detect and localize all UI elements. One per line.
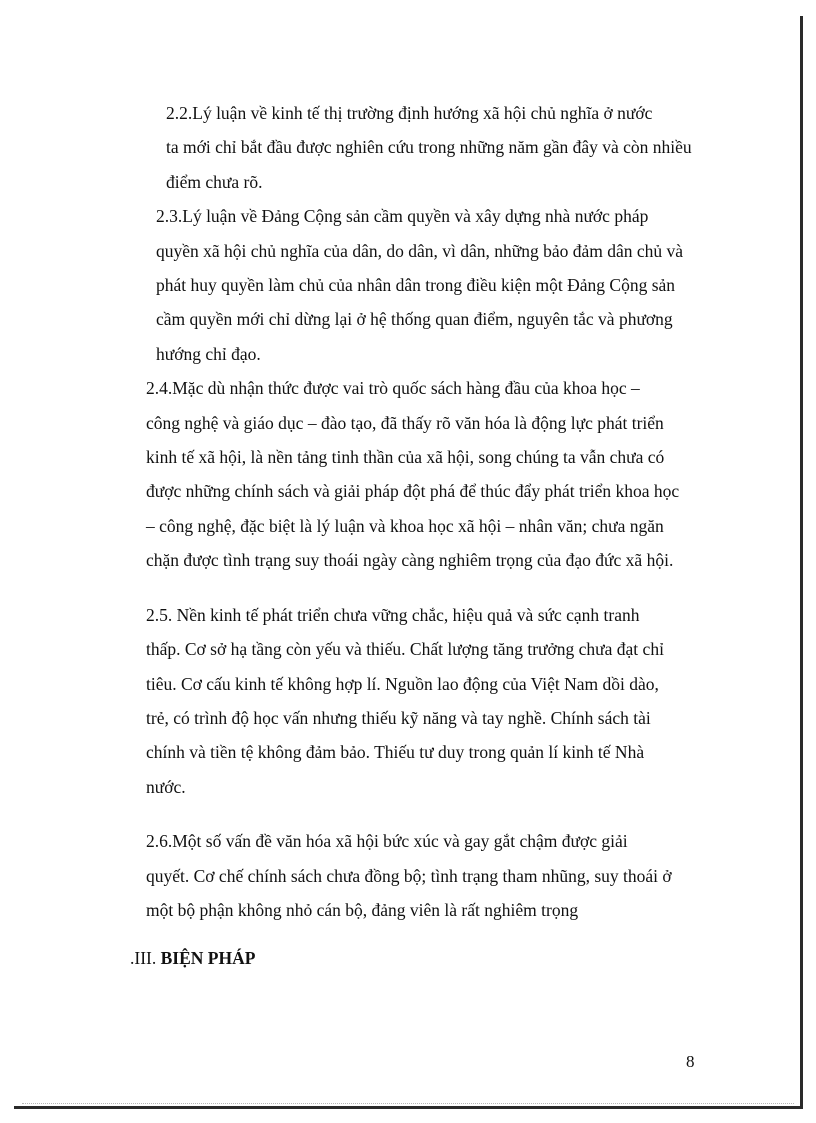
text-line: 2.4.Mặc dù nhận thức được vai trò quốc sách hàng đầu của khoa học – (146, 378, 640, 399)
text-line: thấp. Cơ sở hạ tầng còn yếu và thiếu. Chất lượng tăng trưởng chưa đạt chỉ (146, 639, 664, 660)
text-line: quyết. Cơ chế chính sách chưa đồng bộ; tình trạng tham nhũng, suy thoái ở (146, 865, 672, 886)
section-title: BIỆN PHÁP (160, 948, 256, 969)
paragraph-gap (118, 927, 706, 941)
text-line: trẻ, có trình độ học vấn nhưng thiếu kỹ năng và tay nghề. Chính sách tài (146, 707, 651, 728)
text-line: 2.3.Lý luận về Đảng Cộng sản cầm quyền và xây dựng nhà nước pháp (156, 206, 649, 227)
paragraph-2-4 (118, 371, 706, 577)
text-line: – công nghệ, đặc biệt là lý luận và khoa học xã hội – nhân văn; chưa ngăn (146, 515, 664, 536)
page-number: 8 (686, 1052, 695, 1071)
text-line: kinh tế xã hội, là nền tảng tinh thần của xã hội, song chúng ta vẫn chưa có (146, 447, 665, 468)
text-line: nước. (146, 776, 186, 797)
text-line: quyền xã hội chủ nghĩa của dân, do dân, vì dân, những bảo đảm dân chủ và (156, 240, 684, 261)
section-heading (118, 941, 706, 975)
text-line: được những chính sách và giải pháp đột phá để thúc đẩy phát triển khoa học (146, 481, 680, 502)
text-line: công nghệ và giáo dục – đào tạo, đã thấy rõ văn hóa là động lực phát triển (146, 412, 664, 433)
text-line: 2.2.Lý luận về kinh tế thị trường định hướng xã hội chủ nghĩa ở nước (166, 103, 653, 123)
document-body (118, 96, 706, 975)
paragraph-2-5 (118, 598, 706, 804)
text-line: điểm chưa rõ. (166, 171, 263, 192)
text-line: ta mới chỉ bắt đầu được nghiên cứu trong những năm gần đây và còn nhiều (166, 137, 692, 158)
text-line: 2.5. Nền kinh tế phát triển chưa vững chắc, hiệu quả và sức cạnh tranh (146, 604, 640, 625)
paragraph-gap (118, 578, 706, 598)
text-line: chặn được tình trạng suy thoái ngày càng nghiêm trọng của đạo đức xã hội. (146, 550, 674, 571)
text-line: cầm quyền mới chỉ dừng lại ở hệ thống quan điểm, nguyên tắc và phương (156, 309, 673, 330)
text-line: một bộ phận không nhỏ cán bộ, đảng viên là rất nghiêm trọng (146, 899, 579, 920)
text-line: chính và tiền tệ không đảm bảo. Thiếu tư duy trong quản lí kinh tế Nhà (146, 742, 645, 763)
paragraph-2-6 (118, 824, 706, 927)
section-number: .III. (130, 948, 157, 969)
text-line: hướng chỉ đạo. (156, 343, 261, 364)
text-line: phát huy quyền làm chủ của nhân dân trong điều kiện một Đảng Cộng sản (156, 275, 676, 296)
paragraph-gap (118, 804, 706, 824)
paragraph-2-2 (118, 96, 706, 199)
text-line: 2.6.Một số vấn đề văn hóa xã hội bức xúc và gay gắt chậm được giải (146, 831, 628, 852)
text-line: tiêu. Cơ cấu kinh tế không hợp lí. Nguồn lao động của Việt Nam dồi dào, (146, 673, 659, 694)
footer-divider (22, 1103, 794, 1104)
paragraph-2-3 (118, 199, 706, 371)
